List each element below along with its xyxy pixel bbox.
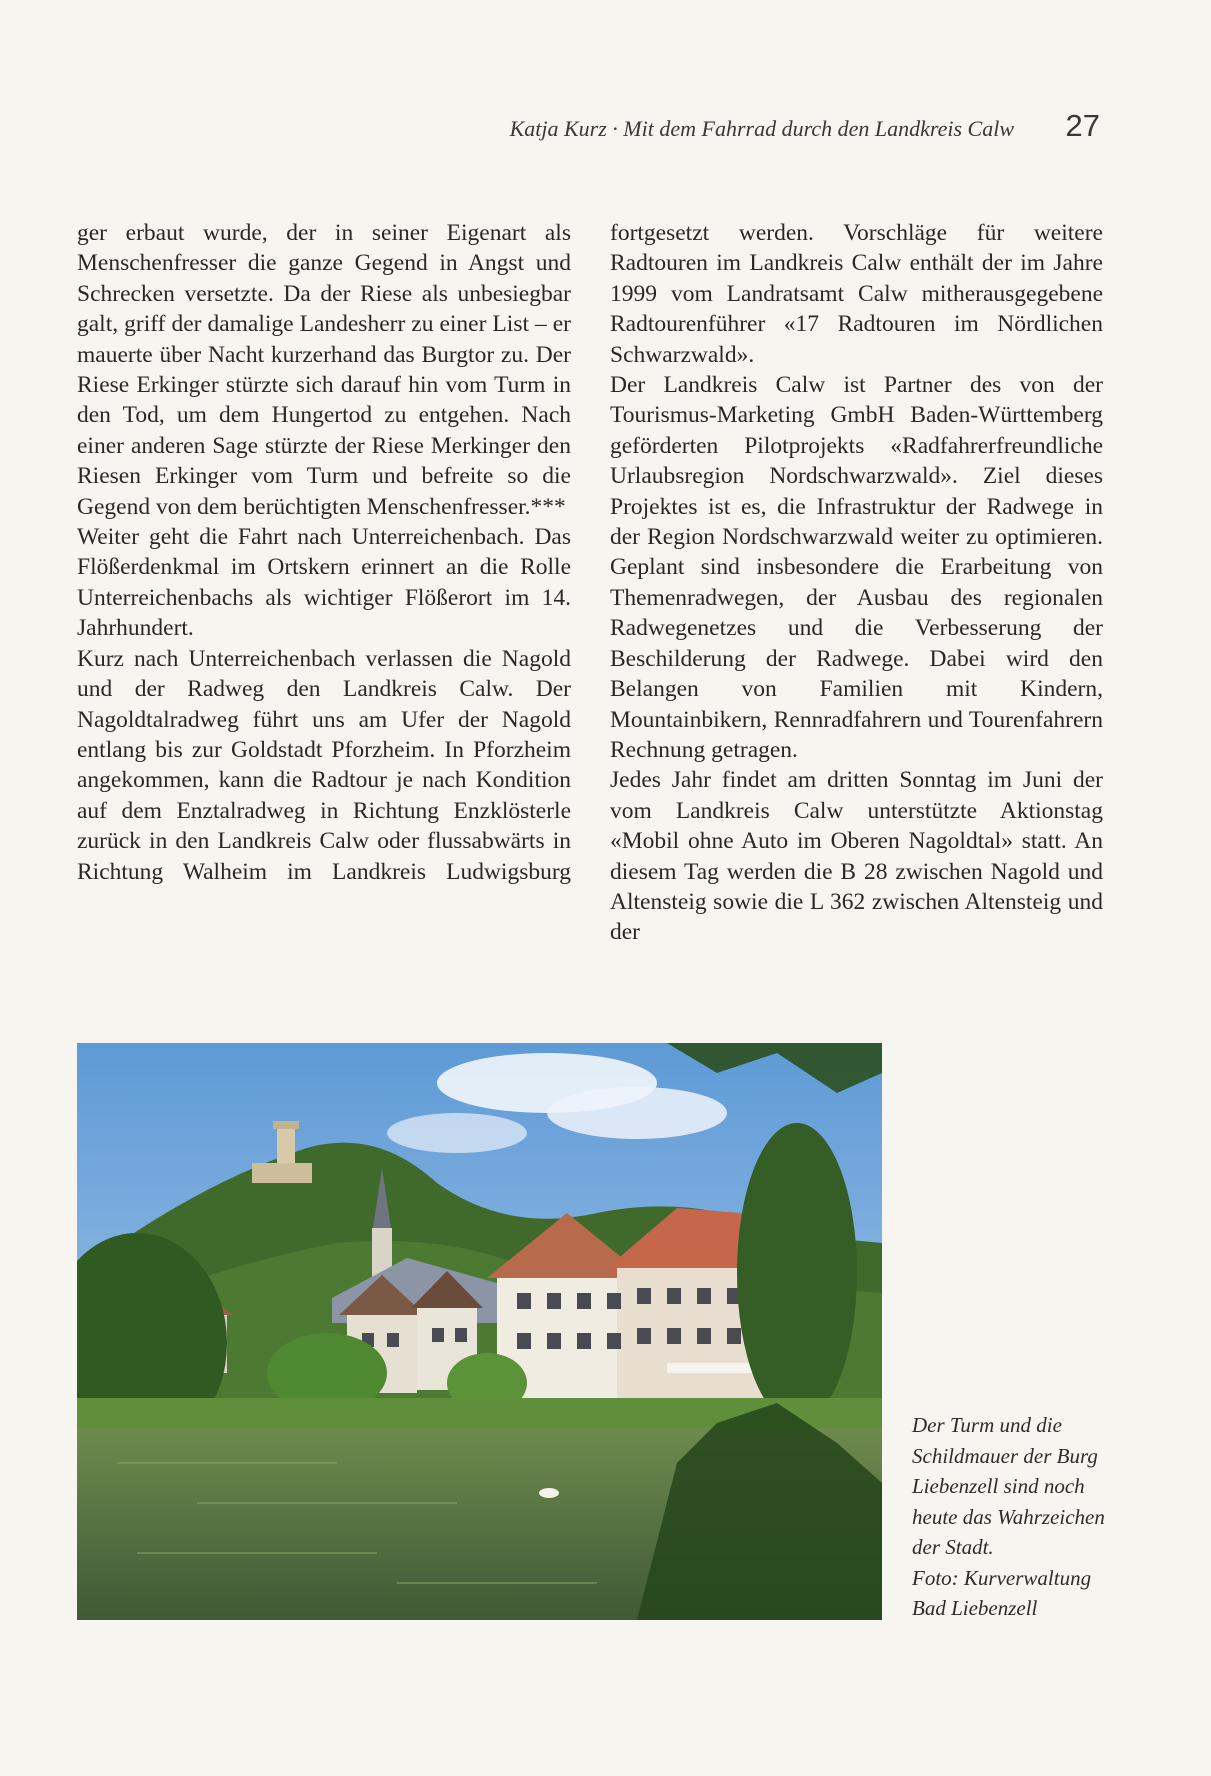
- caption-line: heute das Wahrzeichen: [912, 1504, 1105, 1529]
- paragraph: ger erbaut wurde, der in seiner Eigenart als Menschenfresser die ganze Gegend in Angst und Schrecken versetzte. Da der Riese als unbesiegbar galt, griff der damalige Landesherr zu einer List – er mauerte über Nacht kurzerhand das Burgtor zu. Der Riese Erkinger stürzte sich darauf hin vom Turm in den Tod, um dem Hungertod zu entgehen. Nach einer anderen Sage stürzte der Riese Merkinger den Riesen Erkinger vom Turm und befreite so die Gegend von dem berüchtigten Menschenfresser.***: [77, 220, 571, 520]
- caption-line: der Stadt.: [912, 1535, 994, 1559]
- caption-line: Foto: Kurverwaltung: [912, 1565, 1092, 1590]
- page-number: 27: [1065, 108, 1100, 143]
- running-header: [0, 108, 1211, 148]
- caption-line: Bad Liebenzell: [912, 1596, 1038, 1620]
- text-column-right: [610, 218, 1103, 948]
- paragraph: fortgesetzt werden. Vorschläge für weitere Radtouren im Landkreis Calw enthält der im Jahre 1999 vom Landratsamt Calw mitherausgegebene Radtourenführer «17 Radtouren im Nördlichen Schwarzwald».: [610, 220, 1103, 368]
- caption-line: Schildmauer der Burg: [912, 1443, 1098, 1468]
- caption-line: Der Turm und die: [912, 1413, 1062, 1437]
- paragraph: Weiter geht die Fahrt nach Unterreichenbach. Das Flößerdenkmal im Ortskern erinnert an die Rolle Unterreichenbachs als wichtiger Flößerort im 14. Jahrhundert.: [77, 524, 571, 642]
- paragraph: Der Landkreis Calw ist Partner des von der Tourismus-Marketing GmbH Baden-Württemberg geförderten Pilotprojekts «Radfahrerfreundliche Urlaubsregion Nordschwarzwald». Ziel dieses Projektes ist es, die Infrastruktur der Radwege in der Region Nordschwarzwald weiter zu optimieren. Geplant sind insbesondere die Erarbeitung von Themenradwegen, der Ausbau des regionalen Radwegenetzes und die Verbesserung der Beschilderung der Radwege. Dabei wird den Belangen von Familien mit Kindern, Mountainbikern, Rennradfahrern und Tourenfahrern Rechnung getragen.: [610, 372, 1103, 763]
- caption-line: Liebenzell sind noch: [912, 1474, 1085, 1498]
- photo-illustration: [77, 1043, 882, 1620]
- photo-bad-liebenzell: [77, 1043, 882, 1620]
- paragraph: Jedes Jahr findet am dritten Sonntag im Juni der vom Landkreis Calw unterstützte Aktionstag «Mobil ohne Auto im Oberen Nagoldtal» statt. An diesem Tag werden die B 28 zwischen Nagold und Altensteig sowie die L 362 zwischen Altensteig und der: [610, 767, 1103, 946]
- photo-caption: [912, 1410, 1142, 1624]
- running-title: Katja Kurz · Mit dem Fahrrad durch den Landkreis Calw: [509, 116, 1014, 141]
- paragraph: Kurz nach Unterreichenbach verlassen die Nagold und der Radweg den Landkreis Calw. Der Nagoldtalradweg führt uns am Ufer der Nagold entlang bis zur Goldstadt Pforzheim. In Pforzheim angekommen, kann die Radtour je nach Kondition auf dem Enztalradweg in Richtung Enzklösterle zurück in den Landkreis Calw oder flussabwärts in Richtung Walheim im Landkreis Ludwigsburg: [77, 645, 571, 885]
- text-column-left: [77, 218, 571, 887]
